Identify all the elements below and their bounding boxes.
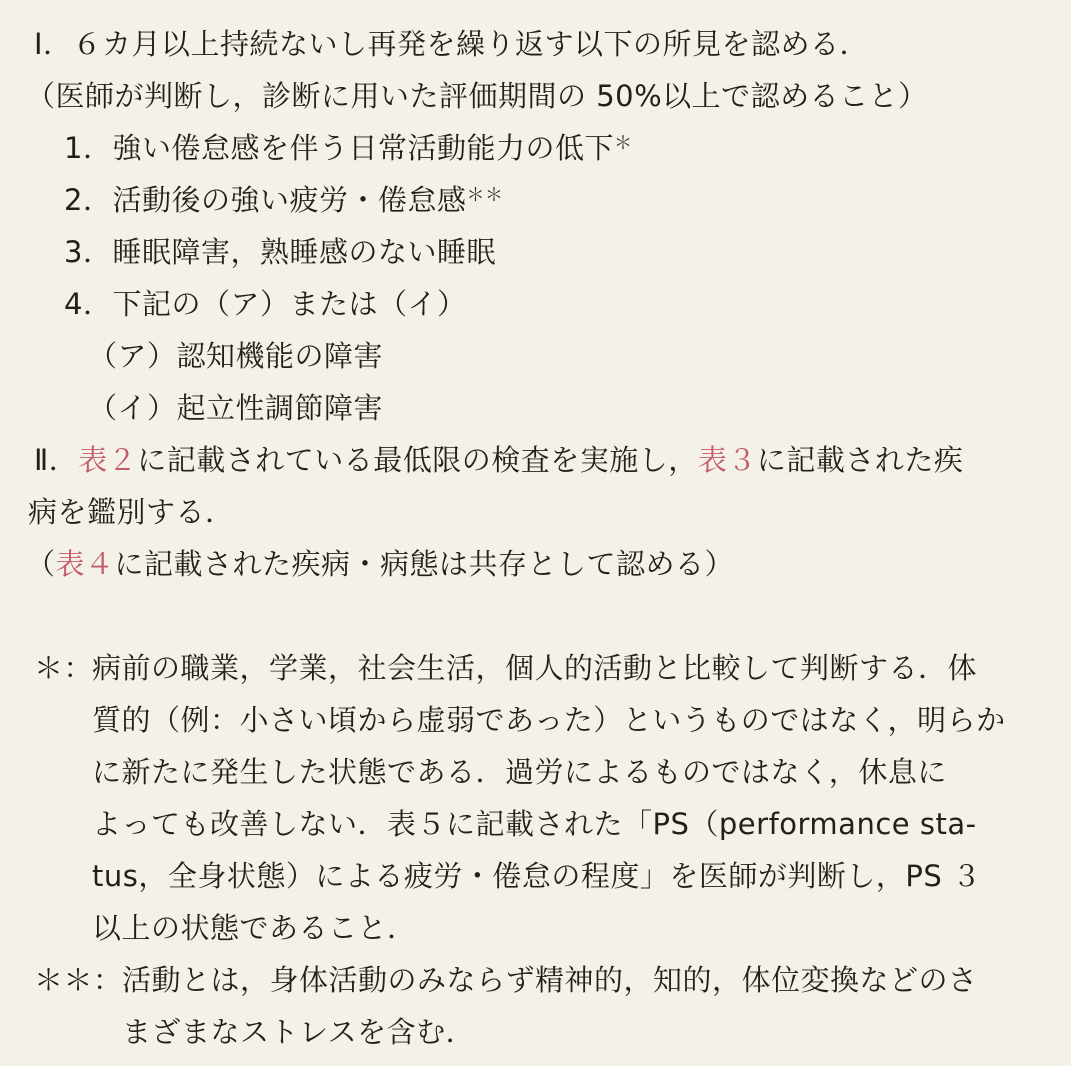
footnote-2-line: 活動とは，身体活動のみならず精神的，知的，体位変換などのさ <box>122 963 978 997</box>
table-4-link[interactable]: 表４ <box>55 547 115 581</box>
criterion-item-4: 4．下記の（ア）または（イ） <box>64 287 467 321</box>
paren-open: （ <box>26 547 56 581</box>
criterion-item-text: 1．強い倦怠感を伴う日常活動能力の低下 <box>64 131 614 165</box>
criterion-item-text: 2．活動後の強い疲労・倦怠感 <box>64 183 467 217</box>
criterion-item-3: 3．睡眠障害，熟睡感のない睡眠 <box>64 235 496 269</box>
criterion-1-heading: Ⅰ．６カ月以上持続ないし再発を繰り返す以下の所見を認める． <box>34 27 870 61</box>
footnote-2-marker: ＊＊： <box>34 963 123 997</box>
criterion-2-text-end: に記載された疾 <box>756 443 964 477</box>
criterion-subitem-b: （イ）起立性調節障害 <box>88 391 384 425</box>
criterion-2-text: に記載されている最低限の検査を実施し， <box>137 443 698 477</box>
footnote-2-line: まざまなストレスを含む． <box>122 1015 476 1049</box>
table-2-link[interactable]: 表２ <box>78 443 138 477</box>
footnote-1-line: に新たに発生した状態である．過労によるものではなく，休息に <box>92 755 947 789</box>
table-3-link[interactable]: 表３ <box>697 443 757 477</box>
criterion-2-heading <box>34 443 963 477</box>
footnote-1-marker: ＊： <box>34 651 94 685</box>
criterion-2-line2: 病を鑑別する． <box>28 495 235 529</box>
criterion-2-note <box>26 547 734 581</box>
footnote-1-line: 以上の状態であること． <box>92 911 417 945</box>
criterion-item-1 <box>64 131 632 165</box>
criterion-subitem-a: （ア）認知機能の障害 <box>88 339 384 373</box>
footnote-mark: ＊ <box>613 133 633 154</box>
criterion-2-number: Ⅱ． <box>34 443 79 477</box>
footnote-1-line: 質的（例：小さい頃から虚弱であった）というものではなく，明らか <box>92 703 1006 737</box>
footnote-1-line: 病前の職業，学業，社会生活，個人的活動と比較して判断する．体 <box>92 651 978 685</box>
footnote-1-line: よっても改善しない．表５に記載された「PS（performance sta- <box>92 807 977 841</box>
criterion-item-2 <box>64 183 503 217</box>
footnote-1-line: tus，全身状態）による疲労・倦怠の程度」を医師が判断し，PS ３ <box>92 859 982 893</box>
criterion-1-note: （医師が判断し，診断に用いた評価期間の 50%以上で認めること） <box>26 79 928 113</box>
criterion-2-note-text: に記載された疾病・病態は共存として認める） <box>114 547 735 581</box>
footnote-mark: ＊＊ <box>466 185 504 206</box>
